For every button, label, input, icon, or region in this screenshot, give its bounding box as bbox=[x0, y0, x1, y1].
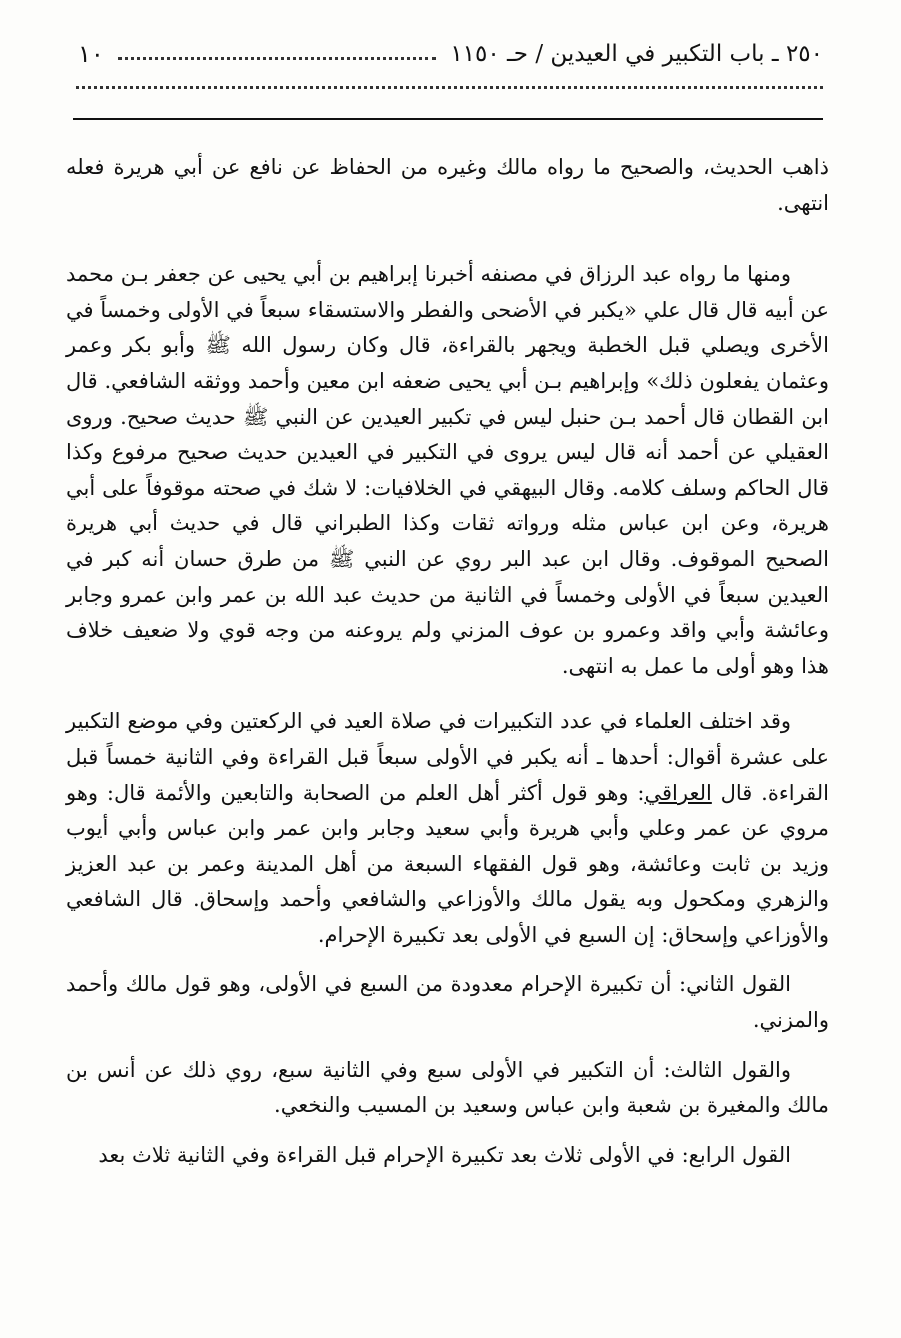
paragraph-6: القول الرابع: في الأولى ثلاث بعد تكبيرة الإحرام قبل القراءة وفي الثانية ثلاث بعد bbox=[98, 1142, 791, 1167]
paragraph-3-after: : وهو قول أكثر أهل العلم من الصحابة والتابعين والأئمة قال: وهو مروي عن عمر وعلي وأبي هريرة وأبي سعيد وجابر وابن عمر وابن عباس وأبي أيوب وزيد بن ثابت وعائشة، وهو قول الفقهاء السبعة من أهل المدينة وعمر بن عبد العزيز والزهري ومكحول وبه يقول مالك والأوزاعي والشافعي وأحمد وإسحاق. قال الشافعي والأوزاعي وإسحاق: إن السبع في الأولى بعد تكبيرة الإحرام. bbox=[66, 780, 829, 947]
page-number: ١٠ bbox=[78, 40, 104, 68]
header-dot-leader bbox=[118, 57, 437, 60]
paragraph-5: والقول الثالث: أن التكبير في الأولى سبع وفي الثانية سبع، روي ذلك عن أنس بن مالك والمغيرة بن شعبة وابن عباس وسعيد بن المسيب والنخعي. bbox=[66, 1057, 829, 1118]
paragraph-4: القول الثاني: أن تكبيرة الإحرام معدودة من السبع في الأولى، وهو قول مالك وأحمد والمزني. bbox=[66, 972, 829, 1033]
page-header bbox=[60, 34, 823, 74]
paragraph-1: ذاهب الحديث، والصحيح ما رواه مالك وغيره من الحفاظ عن نافع عن أبي هريرة فعله انتهى. bbox=[66, 155, 829, 215]
header-dotted-line bbox=[76, 86, 823, 89]
paragraph-3 bbox=[66, 704, 829, 953]
header-rule bbox=[73, 118, 823, 120]
body-text bbox=[66, 150, 829, 1173]
paragraph-2: ومنها ما رواه عبد الرزاق في مصنفه أخبرنا إبراهيم بن أبي يحيى عن جعفر بـن محمد عن أبيه قال قال علي «يكبر في الأضحى والفطر والاستسقاء سبعاً في الأولى وخمساً في الأخرى ويصلي قبل الخطبة ويجهر بالقراءة، قال وكان رسول الله ﷺ وأبو بكر وعمر وعثمان يفعلون ذلك» وإبراهيم بـن أبي يحيى ضعفه ابن معين وأحمد ووثقه الشافعي. قال ابن القطان قال أحمد بـن حنبل ليس في تكبير العيدين عن النبي ﷺ حديث صحيح. وروى العقيلي عن أحمد أنه قال ليس يروى في التكبير في العيدين حديث صحيح مرفوع وكذا قال الحاكم وسلف كلامه. وقال البيهقي في الخلافيات: لا شك في صحته موقوفاً على أبي هريرة، وعن ابن عباس مثله ورواته ثقات وكذا الطبراني قال في حديث أبي هريرة الصحيح الموقوف. وقال ابن عبد البر روي عن النبي ﷺ من طرق حسان أنه كبر في العيدين سبعاً في الأولى وخمساً في الثانية من حديث عبد الله بن عمر وابن عمرو وجابر وعائشة وأبي واقد وعمرو بن عوف المزني ولم يروعنه من وجه قوي ولا ضعيف خلاف هذا وهو أولى ما عمل به انتهى. bbox=[66, 262, 829, 678]
paragraph-3-before: وقد اختلف العلماء في عدد التكبيرات في صلاة العيد في الركعتين وفي موضع التكبير على عشرة أقوال: أحدها ـ أنه يكبر في الأولى سبعاً قبل القراءة وفي الثانية خمساً قبل القراءة. قال bbox=[66, 709, 830, 805]
underlined-name: العراقي bbox=[644, 780, 712, 805]
running-title: ٢٥٠ ـ باب التكبير في العيدين / حـ ١١٥٠ bbox=[450, 41, 823, 67]
